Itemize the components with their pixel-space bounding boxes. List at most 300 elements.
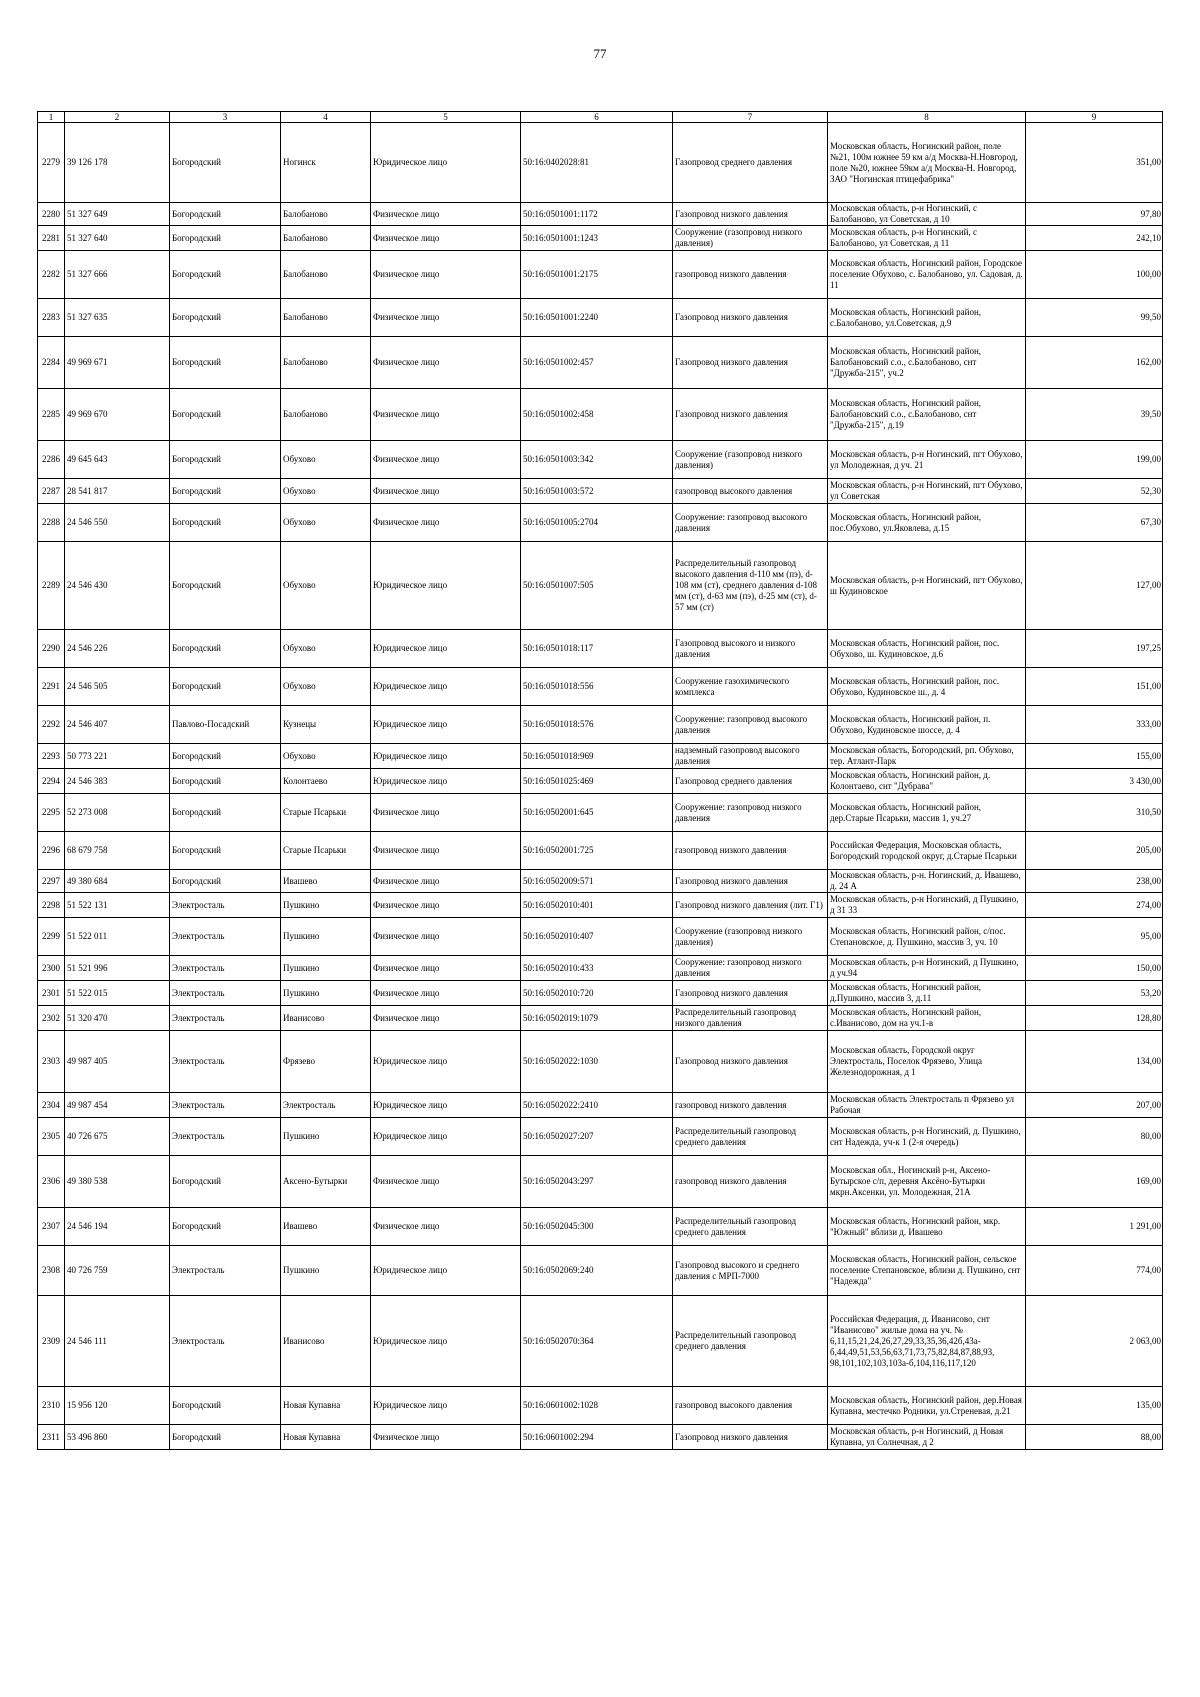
row-number-cell: 2284 (38, 337, 65, 389)
locality-cell: Обухово (281, 479, 371, 504)
table-row (38, 389, 1163, 441)
page-number: 77 (593, 46, 607, 61)
reg-number-cell: 51 327 666 (65, 251, 170, 299)
length-cell: 127,00 (1026, 542, 1163, 630)
reg-number-cell: 51 522 131 (65, 893, 170, 918)
cadastral-number-cell: 50:16:0501001:1172 (521, 203, 673, 226)
address-cell: Московская область, Ногинский район, с.Иванисово, дом на уч.1-в (828, 1006, 1026, 1031)
district-cell: Богородский (170, 832, 281, 870)
cadastral-number-cell: 50:16:0501018:117 (521, 630, 673, 668)
table-row (38, 956, 1163, 981)
row-number-cell: 2310 (38, 1387, 65, 1425)
locality-cell: Колонтаево (281, 769, 371, 794)
district-cell: Электросталь (170, 918, 281, 956)
row-number-cell: 2285 (38, 389, 65, 441)
length-cell: 53,20 (1026, 981, 1163, 1006)
address-cell: Московская область, Ногинский район, с.Балобаново, ул.Советская, д.9 (828, 299, 1026, 337)
table-row (38, 504, 1163, 542)
locality-cell: Балобаново (281, 337, 371, 389)
column-number-1: 1 (38, 112, 65, 123)
table-row (38, 123, 1163, 203)
column-number-2: 2 (65, 112, 170, 123)
length-cell: 151,00 (1026, 668, 1163, 706)
length-cell: 134,00 (1026, 1031, 1163, 1093)
column-number-6: 6 (521, 112, 673, 123)
table-row (38, 706, 1163, 744)
length-cell: 155,00 (1026, 744, 1163, 769)
address-cell: Московская область, р-н Ногинский, пгт Обухово, ш Кудиновское (828, 542, 1026, 630)
column-number-7: 7 (673, 112, 828, 123)
table-row (38, 870, 1163, 893)
column-number-8: 8 (828, 112, 1026, 123)
reg-number-cell: 24 546 194 (65, 1208, 170, 1246)
owner-type-cell: Физическое лицо (371, 299, 521, 337)
cadastral-number-cell: 50:16:0601002:1028 (521, 1387, 673, 1425)
reg-number-cell: 39 126 178 (65, 123, 170, 203)
locality-cell: Обухово (281, 744, 371, 769)
object-name-cell: Газопровод высокого и среднего давления с МРП-7000 (673, 1246, 828, 1296)
cadastral-number-cell: 50:16:0502022:1030 (521, 1031, 673, 1093)
column-number-9: 9 (1026, 112, 1163, 123)
cadastral-number-cell: 50:16:0501002:457 (521, 337, 673, 389)
address-cell: Московская область, Богородский, рп. Обухово, тер. Атлант-Парк (828, 744, 1026, 769)
owner-type-cell: Юридическое лицо (371, 1118, 521, 1156)
cadastral-number-cell: 50:16:0502010:401 (521, 893, 673, 918)
owner-type-cell: Физическое лицо (371, 251, 521, 299)
district-cell: Богородский (170, 123, 281, 203)
object-name-cell: газопровод высокого давления (673, 1387, 828, 1425)
cadastral-number-cell: 50:16:0502019:1079 (521, 1006, 673, 1031)
locality-cell: Пушкино (281, 918, 371, 956)
reg-number-cell: 51 522 015 (65, 981, 170, 1006)
locality-cell: Пушкино (281, 1246, 371, 1296)
address-cell: Московская обл., Ногинский р-н, Аксено-Бутырское с/п, деревня Аксёно-Бутырки мкрн.Аксенки, ул. Молодежная, 21А (828, 1156, 1026, 1208)
length-cell: 207,00 (1026, 1093, 1163, 1118)
owner-type-cell: Физическое лицо (371, 504, 521, 542)
district-cell: Богородский (170, 542, 281, 630)
object-name-cell: газопровод высокого давления (673, 479, 828, 504)
locality-cell: Иванисово (281, 1296, 371, 1387)
length-cell: 310,50 (1026, 794, 1163, 832)
locality-cell: Иванисово (281, 1006, 371, 1031)
object-name-cell: Распределительный газопровод высокого давления d-110 мм (пэ), d-108 мм (ст), среднего давления d-108 мм (ст), d-63 мм (пэ), d-25 мм (ст), d-57 мм (ст) (673, 542, 828, 630)
address-cell: Московская область, Ногинский район, Балобановский с.о., с.Балобаново, снт "Дружба-215", д.19 (828, 389, 1026, 441)
column-number-row (38, 112, 1163, 123)
reg-number-cell: 49 987 454 (65, 1093, 170, 1118)
row-number-cell: 2296 (38, 832, 65, 870)
locality-cell: Пушкино (281, 956, 371, 981)
owner-type-cell: Физическое лицо (371, 794, 521, 832)
reg-number-cell: 24 546 226 (65, 630, 170, 668)
address-cell: Московская область, р-н Ногинский, пгт Обухово, ул Молодежная, д уч. 21 (828, 441, 1026, 479)
district-cell: Электросталь (170, 1006, 281, 1031)
row-number-cell: 2311 (38, 1425, 65, 1450)
length-cell: 100,00 (1026, 251, 1163, 299)
row-number-cell: 2309 (38, 1296, 65, 1387)
length-cell: 351,00 (1026, 123, 1163, 203)
reg-number-cell: 40 726 675 (65, 1118, 170, 1156)
address-cell: Московская область, р-н Ногинский, д Новая Купавна, ул Солнечная, д 2 (828, 1425, 1026, 1450)
table-row (38, 337, 1163, 389)
table-row (38, 479, 1163, 504)
row-number-cell: 2295 (38, 794, 65, 832)
row-number-cell: 2289 (38, 542, 65, 630)
locality-cell: Пушкино (281, 893, 371, 918)
cadastral-number-cell: 50:16:0501002:458 (521, 389, 673, 441)
row-number-cell: 2286 (38, 441, 65, 479)
table-row (38, 1425, 1163, 1450)
length-cell: 162,00 (1026, 337, 1163, 389)
length-cell: 333,00 (1026, 706, 1163, 744)
table-row (38, 893, 1163, 918)
district-cell: Богородский (170, 1425, 281, 1450)
table-row (38, 832, 1163, 870)
reg-number-cell: 51 327 635 (65, 299, 170, 337)
column-number-3: 3 (170, 112, 281, 123)
row-number-cell: 2293 (38, 744, 65, 769)
owner-type-cell: Физическое лицо (371, 832, 521, 870)
locality-cell: Балобаново (281, 251, 371, 299)
row-number-cell: 2298 (38, 893, 65, 918)
district-cell: Электросталь (170, 956, 281, 981)
table-row (38, 542, 1163, 630)
reg-number-cell: 51 320 470 (65, 1006, 170, 1031)
reg-number-cell: 68 679 758 (65, 832, 170, 870)
row-number-cell: 2292 (38, 706, 65, 744)
row-number-cell: 2288 (38, 504, 65, 542)
address-cell: Московская область, Ногинский район, д. Колонтаево, снт "Дубрава" (828, 769, 1026, 794)
object-name-cell: Газопровод низкого давления (673, 1425, 828, 1450)
locality-cell: Кузнецы (281, 706, 371, 744)
district-cell: Электросталь (170, 1246, 281, 1296)
row-number-cell: 2304 (38, 1093, 65, 1118)
locality-cell: Обухово (281, 504, 371, 542)
cadastral-number-cell: 50:16:0402028:81 (521, 123, 673, 203)
district-cell: Богородский (170, 769, 281, 794)
district-cell: Электросталь (170, 893, 281, 918)
owner-type-cell: Юридическое лицо (371, 630, 521, 668)
reg-number-cell: 49 645 643 (65, 441, 170, 479)
cadastral-number-cell: 50:16:0502022:2410 (521, 1093, 673, 1118)
address-cell: Московская область, Ногинский район, пос. Обухово, ш. Кудиновское, д.6 (828, 630, 1026, 668)
row-number-cell: 2306 (38, 1156, 65, 1208)
object-name-cell: Газопровод среднего давления (673, 769, 828, 794)
district-cell: Богородский (170, 630, 281, 668)
object-name-cell: газопровод низкого давления (673, 1093, 828, 1118)
district-cell: Богородский (170, 1156, 281, 1208)
table-row (38, 1031, 1163, 1093)
reg-number-cell: 53 496 860 (65, 1425, 170, 1450)
table-row (38, 744, 1163, 769)
row-number-cell: 2305 (38, 1118, 65, 1156)
owner-type-cell: Физическое лицо (371, 893, 521, 918)
owner-type-cell: Физическое лицо (371, 203, 521, 226)
district-cell: Богородский (170, 203, 281, 226)
reg-number-cell: 51 327 649 (65, 203, 170, 226)
object-name-cell: Сооружение: газопровод низкого давления (673, 956, 828, 981)
length-cell: 150,00 (1026, 956, 1163, 981)
row-number-cell: 2300 (38, 956, 65, 981)
object-name-cell: газопровод низкого давления (673, 251, 828, 299)
locality-cell: Пушкино (281, 981, 371, 1006)
length-cell: 52,30 (1026, 479, 1163, 504)
district-cell: Богородский (170, 1208, 281, 1246)
cadastral-number-cell: 50:16:0501003:342 (521, 441, 673, 479)
length-cell: 199,00 (1026, 441, 1163, 479)
object-name-cell: Распределительный газопровод среднего давления (673, 1208, 828, 1246)
table-row (38, 769, 1163, 794)
owner-type-cell: Юридическое лицо (371, 1031, 521, 1093)
owner-type-cell: Юридическое лицо (371, 1093, 521, 1118)
length-cell: 80,00 (1026, 1118, 1163, 1156)
reg-number-cell: 49 969 671 (65, 337, 170, 389)
address-cell: Московская область, р-н Ногинский, д. Пушкино, снт Надежда, уч-к 1 (2-я очередь) (828, 1118, 1026, 1156)
object-name-cell: Газопровод низкого давления (673, 981, 828, 1006)
address-cell: Московская область, р-н Ногинский, д Пушкино, д уч.94 (828, 956, 1026, 981)
length-cell: 2 063,00 (1026, 1296, 1163, 1387)
address-cell: Российская Федерация, Московская область, Богородский городской округ, д.Старые Псарьки (828, 832, 1026, 870)
address-cell: Московская область, р-н Ногинский, с Балобаново, ул Советская, д 10 (828, 203, 1026, 226)
district-cell: Богородский (170, 668, 281, 706)
table-row (38, 1118, 1163, 1156)
district-cell: Богородский (170, 870, 281, 893)
address-cell: Московская область, Ногинский район, Городское поселение Обухово, с. Балобаново, ул. Садовая, д. 11 (828, 251, 1026, 299)
owner-type-cell: Физическое лицо (371, 1425, 521, 1450)
table-row (38, 1246, 1163, 1296)
locality-cell: Обухово (281, 441, 371, 479)
row-number-cell: 2308 (38, 1246, 65, 1296)
district-cell: Богородский (170, 744, 281, 769)
table-row (38, 668, 1163, 706)
district-cell: Богородский (170, 299, 281, 337)
owner-type-cell: Юридическое лицо (371, 769, 521, 794)
reg-number-cell: 50 773 221 (65, 744, 170, 769)
column-number-5: 5 (371, 112, 521, 123)
cadastral-number-cell: 50:16:0502010:433 (521, 956, 673, 981)
reg-number-cell: 40 726 759 (65, 1246, 170, 1296)
cadastral-number-cell: 50:16:0502001:725 (521, 832, 673, 870)
address-cell: Российская Федерация, д. Иванисово, снт "Иванисово" жилые дома на уч. № 6,11,15,21,24,26,27,29,33,35,36,42б,43а-б,44,49,51,53,56,63,71,73,75,82,84,87,88,93, 98,101,102,103,103а-б,104,116,117,120 (828, 1296, 1026, 1387)
reg-number-cell: 49 380 684 (65, 870, 170, 893)
object-name-cell: Газопровод низкого давления (лит. Г1) (673, 893, 828, 918)
row-number-cell: 2307 (38, 1208, 65, 1246)
district-cell: Богородский (170, 504, 281, 542)
owner-type-cell: Физическое лицо (371, 389, 521, 441)
locality-cell: Балобаново (281, 389, 371, 441)
owner-type-cell: Физическое лицо (371, 441, 521, 479)
address-cell: Московская область, р-н Ногинский, д Пушкино, д 31 33 (828, 893, 1026, 918)
row-number-cell: 2303 (38, 1031, 65, 1093)
table-row (38, 1387, 1163, 1425)
reg-number-cell: 24 546 383 (65, 769, 170, 794)
object-name-cell: Газопровод низкого давления (673, 389, 828, 441)
owner-type-cell: Физическое лицо (371, 918, 521, 956)
cadastral-number-cell: 50:16:0501003:572 (521, 479, 673, 504)
row-number-cell: 2287 (38, 479, 65, 504)
locality-cell: Новая Купавна (281, 1425, 371, 1450)
reg-number-cell: 28 541 817 (65, 479, 170, 504)
cadastral-number-cell: 50:16:0502070:364 (521, 1296, 673, 1387)
length-cell: 197,25 (1026, 630, 1163, 668)
cadastral-number-cell: 50:16:0502045:300 (521, 1208, 673, 1246)
address-cell: Московская область, р-н. Ногинский, д. Ивашево, д. 24 А (828, 870, 1026, 893)
length-cell: 1 291,00 (1026, 1208, 1163, 1246)
reg-number-cell: 52 273 008 (65, 794, 170, 832)
reg-number-cell: 24 546 430 (65, 542, 170, 630)
cadastral-number-cell: 50:16:0601002:294 (521, 1425, 673, 1450)
length-cell: 67,30 (1026, 504, 1163, 542)
owner-type-cell: Физическое лицо (371, 1006, 521, 1031)
address-cell: Московская область, Ногинский район, пос. Обухово, Кудиновское ш., д. 4 (828, 668, 1026, 706)
row-number-cell: 2281 (38, 226, 65, 251)
table-row (38, 918, 1163, 956)
address-cell: Московская область, Ногинский район, мкр. "Южный" вблизи д. Ивашево (828, 1208, 1026, 1246)
table-row (38, 1296, 1163, 1387)
owner-type-cell: Юридическое лицо (371, 1246, 521, 1296)
locality-cell: Фрязево (281, 1031, 371, 1093)
object-name-cell: Газопровод среднего давления (673, 123, 828, 203)
cadastral-number-cell: 50:16:0501018:576 (521, 706, 673, 744)
object-name-cell: газопровод низкого давления (673, 1156, 828, 1208)
cadastral-number-cell: 50:16:0501018:969 (521, 744, 673, 769)
reg-number-cell: 24 546 550 (65, 504, 170, 542)
locality-cell: Балобаново (281, 299, 371, 337)
owner-type-cell: Юридическое лицо (371, 123, 521, 203)
cadastral-number-cell: 50:16:0501001:2240 (521, 299, 673, 337)
reg-number-cell: 49 987 405 (65, 1031, 170, 1093)
reg-number-cell: 49 380 538 (65, 1156, 170, 1208)
district-cell: Богородский (170, 441, 281, 479)
locality-cell: Старые Псарьки (281, 794, 371, 832)
district-cell: Богородский (170, 251, 281, 299)
owner-type-cell: Физическое лицо (371, 479, 521, 504)
row-number-cell: 2283 (38, 299, 65, 337)
reg-number-cell: 51 522 011 (65, 918, 170, 956)
row-number-cell: 2282 (38, 251, 65, 299)
length-cell: 135,00 (1026, 1387, 1163, 1425)
cadastral-number-cell: 50:16:0501018:556 (521, 668, 673, 706)
owner-type-cell: Физическое лицо (371, 981, 521, 1006)
object-name-cell: газопровод низкого давления (673, 832, 828, 870)
reg-number-cell: 24 546 505 (65, 668, 170, 706)
owner-type-cell: Физическое лицо (371, 337, 521, 389)
table-row (38, 203, 1163, 226)
object-name-cell: Сооружение: газопровод высокого давления (673, 706, 828, 744)
cadastral-number-cell: 50:16:0502043:297 (521, 1156, 673, 1208)
address-cell: Московская область, Ногинский район, поле №21, 100м южнее 59 км а/д Москва-Н.Новгород, поле №20, южнее 59км а/д Москва-Н. Новгород, ЗАО "Ногинская птицефабрика" (828, 123, 1026, 203)
locality-cell: Ивашево (281, 870, 371, 893)
district-cell: Богородский (170, 226, 281, 251)
column-number-4: 4 (281, 112, 371, 123)
object-name-cell: Газопровод низкого давления (673, 1031, 828, 1093)
table-row (38, 299, 1163, 337)
reg-number-cell: 51 327 640 (65, 226, 170, 251)
row-number-cell: 2290 (38, 630, 65, 668)
table-row (38, 1208, 1163, 1246)
object-name-cell: Распределительный газопровод низкого давления (673, 1006, 828, 1031)
owner-type-cell: Юридическое лицо (371, 706, 521, 744)
cadastral-number-cell: 50:16:0501001:2175 (521, 251, 673, 299)
reg-number-cell: 15 956 120 (65, 1387, 170, 1425)
address-cell: Московская область, Ногинский район, Балобановский с.о., с.Балобаново, снт "Дружба-215", уч.2 (828, 337, 1026, 389)
length-cell: 274,00 (1026, 893, 1163, 918)
address-cell: Московская область, Ногинский район, дер.Старые Псарьки, массив 1, уч.27 (828, 794, 1026, 832)
object-name-cell: Газопровод низкого давления (673, 337, 828, 389)
locality-cell: Ивашево (281, 1208, 371, 1246)
cadastral-number-cell: 50:16:0501005:2704 (521, 504, 673, 542)
length-cell: 774,00 (1026, 1246, 1163, 1296)
cadastral-number-cell: 50:16:0502001:645 (521, 794, 673, 832)
locality-cell: Балобаново (281, 203, 371, 226)
address-cell: Московская область, Ногинский район, пос.Обухово, ул.Яковлева, д.15 (828, 504, 1026, 542)
owner-type-cell: Физическое лицо (371, 870, 521, 893)
table-row (38, 1093, 1163, 1118)
object-name-cell: Газопровод высокого и низкого давления (673, 630, 828, 668)
length-cell: 88,00 (1026, 1425, 1163, 1450)
length-cell: 39,50 (1026, 389, 1163, 441)
row-number-cell: 2302 (38, 1006, 65, 1031)
length-cell: 99,50 (1026, 299, 1163, 337)
row-number-cell: 2301 (38, 981, 65, 1006)
address-cell: Московская область, р-н Ногинский, пгт Обухово, ул Советская (828, 479, 1026, 504)
length-cell: 128,80 (1026, 1006, 1163, 1031)
locality-cell: Обухово (281, 630, 371, 668)
reg-number-cell: 24 546 407 (65, 706, 170, 744)
row-number-cell: 2279 (38, 123, 65, 203)
table-row (38, 226, 1163, 251)
district-cell: Электросталь (170, 1118, 281, 1156)
cadastral-number-cell: 50:16:0502027:207 (521, 1118, 673, 1156)
address-cell: Московская область, Ногинский район, п. Обухово, Кудиновское шоссе, д. 4 (828, 706, 1026, 744)
locality-cell: Обухово (281, 668, 371, 706)
object-name-cell: Сооружение (газопровод низкого давления) (673, 441, 828, 479)
owner-type-cell: Юридическое лицо (371, 668, 521, 706)
object-name-cell: Сооружение газохимического комплекса (673, 668, 828, 706)
address-cell: Московская область Электросталь п Фрязево ул Рабочая (828, 1093, 1026, 1118)
owner-type-cell: Физическое лицо (371, 1156, 521, 1208)
locality-cell: Ногинск (281, 123, 371, 203)
district-cell: Богородский (170, 794, 281, 832)
cadastral-number-cell: 50:16:0502009:571 (521, 870, 673, 893)
locality-cell: Аксено-Бутырки (281, 1156, 371, 1208)
district-cell: Электросталь (170, 981, 281, 1006)
owner-type-cell: Юридическое лицо (371, 744, 521, 769)
table-row (38, 630, 1163, 668)
address-cell: Московская область, Ногинский район, с/пос. Степановское, д. Пушкино, массив 3, уч. 10 (828, 918, 1026, 956)
address-cell: Московская область, Ногинский район, дер.Новая Купавна, местечко Родники, ул.Стреневая, д.21 (828, 1387, 1026, 1425)
cadastral-number-cell: 50:16:0501007:505 (521, 542, 673, 630)
row-number-cell: 2297 (38, 870, 65, 893)
table-row (38, 1156, 1163, 1208)
locality-cell: Старые Псарьки (281, 832, 371, 870)
length-cell: 205,00 (1026, 832, 1163, 870)
cadastral-number-cell: 50:16:0502010:407 (521, 918, 673, 956)
district-cell: Богородский (170, 479, 281, 504)
owner-type-cell: Юридическое лицо (371, 1296, 521, 1387)
reg-number-cell: 49 969 670 (65, 389, 170, 441)
address-cell: Московская область, р-н Ногинский, с Балобаново, ул Советская, д 11 (828, 226, 1026, 251)
owner-type-cell: Физическое лицо (371, 1208, 521, 1246)
object-name-cell: Сооружение (газопровод низкого давления) (673, 226, 828, 251)
district-cell: Электросталь (170, 1093, 281, 1118)
table-row (38, 1006, 1163, 1031)
table-row (38, 981, 1163, 1006)
reg-number-cell: 51 521 996 (65, 956, 170, 981)
district-cell: Электросталь (170, 1031, 281, 1093)
cadastral-number-cell: 50:16:0501001:1243 (521, 226, 673, 251)
object-name-cell: Сооружение: газопровод низкого давления (673, 794, 828, 832)
table-row (38, 794, 1163, 832)
